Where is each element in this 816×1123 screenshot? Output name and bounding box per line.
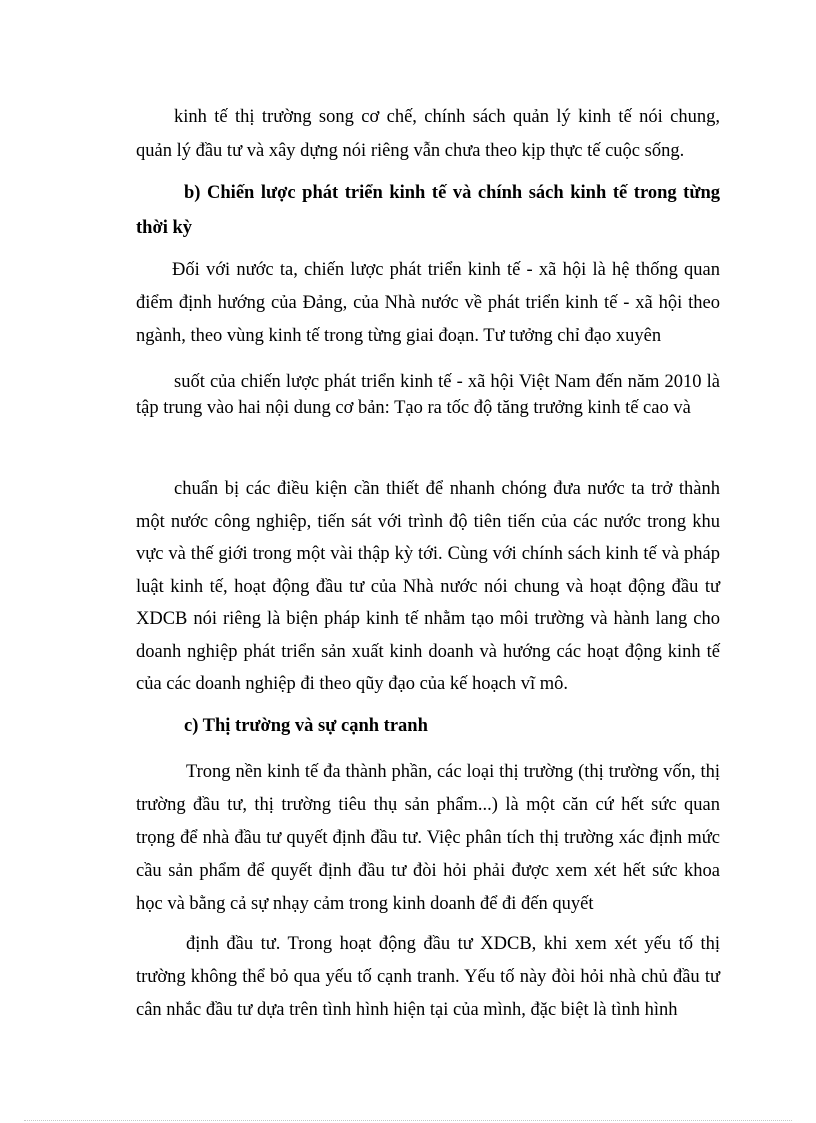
section-heading-b: b) Chiến lược phát triển kinh tế và chính sách kinh tế trong từng thời kỳ xyxy=(136,183,720,238)
paragraph-5: Trong nền kinh tế đa thành phần, các loại thị trường (thị trường vốn, thị trường đầu tư, thị trường tiêu thụ sản phẩm...) là một căn cứ hết sức quan trọng để nhà đầu tư quyết định đầu tư. Việc phân tích thị trường xác định mức cầu sản phẩm để quyết định đầu tư đòi hỏi phải được xem xét hết sức khoa học và bằng cả sự nhạy cảm trong kinh doanh để đi đến quyết xyxy=(136,762,720,914)
page-bottom-rule xyxy=(24,1120,792,1121)
paragraph-6: định đầu tư. Trong hoạt động đầu tư XDCB, khi xem xét yếu tố thị trường không thể bỏ qua yếu tố cạnh tranh. Yếu tố này đòi hỏi nhà chủ đầu tư cân nhắc đầu tư dựa trên tình hình hiện tại của mình, đặc biệt là tình hình xyxy=(136,934,720,1020)
section-heading-c: c) Thị trường và sự cạnh tranh xyxy=(184,716,428,736)
paragraph-3: suốt của chiến lược phát triển kinh tế - xã hội Việt Nam đến năm 2010 là tập trung vào hai nội dung cơ bản: Tạo ra tốc độ tăng trưởng kinh tế cao và xyxy=(136,372,720,418)
paragraph-1: kinh tế thị trường song cơ chế, chính sách quản lý kinh tế nói chung, quản lý đầu tư và xây dựng nói riêng vẫn chưa theo kịp thực tế cuộc sống. xyxy=(136,107,720,161)
paragraph-4: chuẩn bị các điều kiện cần thiết để nhanh chóng đưa nước ta trở thành một nước công nghiệp, tiến sát với trình độ tiên tiến của các nước trong khu vực và thế giới trong một vài thập kỳ tới. Cùng với chính sách kinh tế và pháp luật kinh tế, hoạt động đầu tư của Nhà nước nói chung và hoạt động đầu tư XDCB nói riêng là biện pháp kinh tế nhằm tạo môi trường và hành lang cho doanh nghiệp phát triển sản xuất kinh doanh và hướng các hoạt động kinh tế của các doanh nghiệp đi theo qũy đạo của kế hoạch vĩ mô. xyxy=(136,479,720,694)
paragraph-2: Đối với nước ta, chiến lược phát triển kinh tế - xã hội là hệ thống quan điểm định hướng của Đảng, của Nhà nước về phát triển kinh tế - xã hội theo ngành, theo vùng kinh tế trong từng giai đoạn. Tư tưởng chỉ đạo xuyên xyxy=(136,260,720,346)
